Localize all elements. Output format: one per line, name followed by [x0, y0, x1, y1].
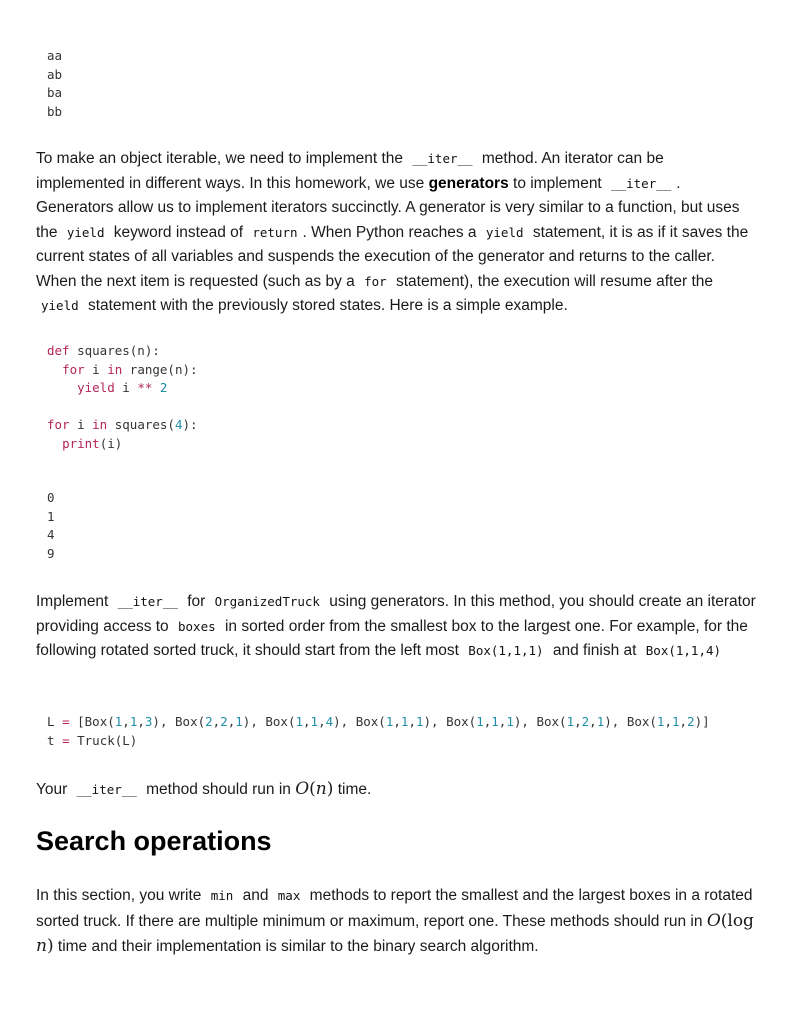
math-o: O [295, 779, 310, 799]
inline-code: yield [66, 224, 105, 240]
box-item: Box(1,1,2) [626, 714, 703, 729]
output-line: 1 [47, 508, 55, 524]
output-block-squares [47, 489, 55, 563]
inline-code: max [277, 888, 301, 903]
output-line: aa [47, 48, 63, 63]
inline-code: OrganizedTruck [214, 594, 320, 609]
bold-term: generators [428, 174, 509, 192]
box-item: Box(2,2,1) [175, 714, 251, 729]
box-item: Box(1,1,1) [446, 714, 522, 729]
inline-code: for [364, 273, 387, 289]
inline-code: __iter__ [117, 594, 178, 609]
math-o: O [706, 910, 721, 931]
output-line: bb [47, 103, 63, 119]
inline-code: __iter__ [76, 782, 137, 797]
output-line: ab [47, 66, 63, 82]
paragraph-complexity: Your __iter__ method should run in O(n) time. [36, 779, 372, 799]
inline-code: boxes [178, 618, 216, 634]
box-item: Box(1,1,1) [355, 714, 432, 729]
inline-code: __iter__ [412, 151, 473, 166]
inline-code: return [252, 224, 298, 240]
box-item: Box(1,1,3) [84, 714, 160, 729]
inline-code: yield [41, 298, 79, 313]
output-block-aa-bb [47, 47, 62, 121]
inline-code: min [210, 888, 234, 903]
paragraph-search: In this section, you write min and max methods to report the smallest and the largest boxes in a rotated sorted truck. If there are multiple minimum or maximum, report one. These methods should run in O(log n) time and their implementation is similar to the binary search algorithm. [36, 887, 754, 956]
inline-code: Box(1,1,4) [645, 643, 722, 658]
paragraph-iterable: To make an object iterable, we need to implement the __iter__ method. An iterator can be implemented in different ways. In this homework, we use generators to implement __iter__ . Generators allow us to implement iterators succinctly. A generator is very similar to a function, but uses the yield keyword instead of return . When Python reaches a yield statement, it is as if it saves the current states of all variables and suspends the execution of the generator and returns to the caller. When the next item is requested (such as by a for statement), the execution will resume after the yield statement with the previously stored states. Here is a simple example. [36, 150, 749, 314]
section-heading: Search operations [36, 826, 272, 856]
output-line: 4 [47, 527, 55, 542]
code-block-squares: def squares(n): for i in range(n): yield i ** 2 for i in squares(4): print(i) [47, 343, 198, 451]
code-block-truck: L = [Box(1,1,3), Box(2,2,1), Box(1,1,4), Box(1,1,1), Box(1,1,1), Box(1,2,1), Box(1,1,2)] t = Truck(L) [47, 714, 710, 748]
box-item: Box(1,2,1) [536, 714, 612, 729]
output-line: ba [47, 85, 63, 100]
output-line: 0 [47, 490, 55, 505]
output-line: 9 [47, 545, 55, 561]
inline-code: __iter__ [611, 175, 672, 191]
inline-code: Box(1,1,1) [468, 643, 544, 658]
paragraph-implement-iter: Implement __iter__ for OrganizedTruck using generators. In this method, you should create an iterator providing access to boxes in sorted order from the smallest box to the largest one. For example, for the following rotated sorted truck, it should start from the left most Box(1,1,1) and finish at Box(1,1,4) [36, 593, 756, 659]
inline-code: yield [485, 224, 524, 240]
box-item: Box(1,1,4) [265, 714, 341, 729]
box-list: Box(1,1,3), Box(2,2,1), Box(1,1,4), Box(1,1,1), Box(1,1,1), Box(1,2,1), Box(1,1,2) [84, 714, 703, 729]
